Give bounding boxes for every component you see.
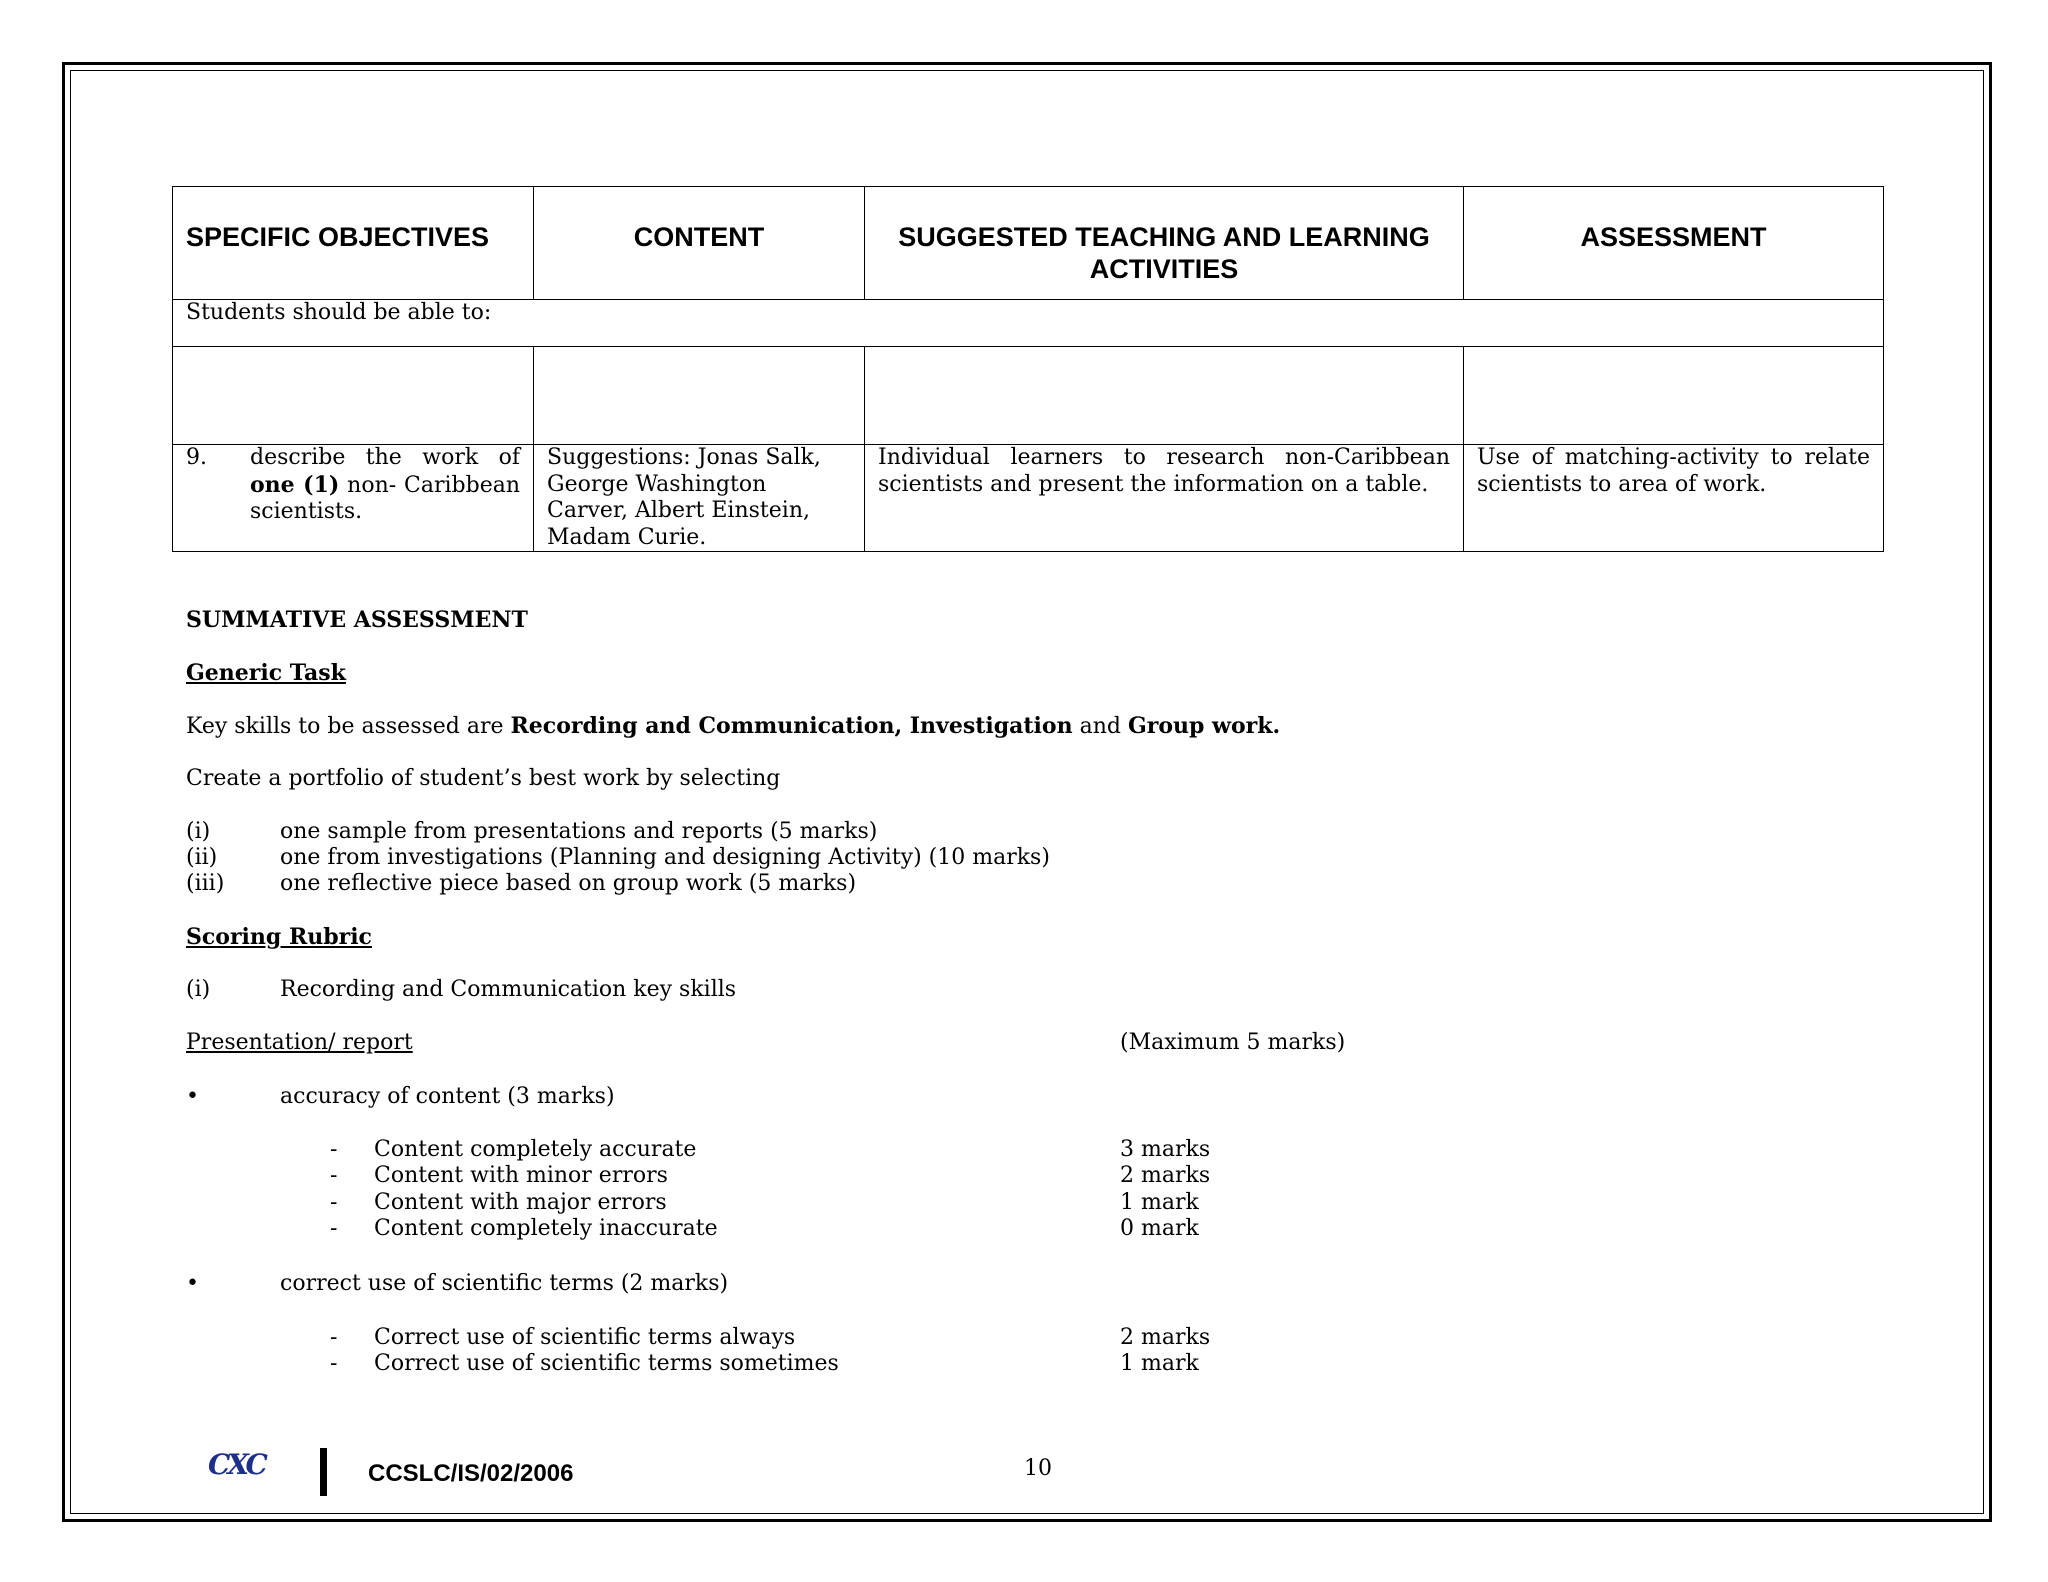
list-item-num: (i) [186, 819, 211, 844]
rubric-row-marks: 2 marks [1120, 1163, 1211, 1188]
table-row [173, 445, 1884, 552]
list-item-num: (ii) [186, 845, 218, 870]
bullet-icon: • [186, 1084, 199, 1109]
blank-cell [1464, 347, 1884, 445]
bullet-icon: • [186, 1271, 199, 1296]
rubric-row-marks: 3 marks [1120, 1137, 1211, 1162]
intro-text: Students should be able to: [173, 300, 1884, 347]
list-item: one from investigations (Planning and designing Activity) (10 marks) [280, 845, 1050, 870]
assessment-cell: Use of matching-activity to relate scientists to area of work. [1464, 445, 1884, 552]
dash-icon: - [330, 1137, 338, 1162]
key-skills-text: Key skills to be assessed are Recording and Communication, Investigation and Group work. [186, 713, 1281, 739]
footer-divider [320, 1448, 327, 1496]
rubric-row-marks: 1 mark [1120, 1351, 1199, 1376]
rubric-item-num: (i) [186, 977, 211, 1002]
rubric-row-text: Content completely accurate [374, 1137, 697, 1162]
header-activities: SUGGESTED TEACHING AND LEARNING ACTIVITIES [865, 187, 1464, 300]
rubric-row-marks: 2 marks [1120, 1325, 1211, 1350]
rubric-row-text: Correct use of scientific terms always [374, 1325, 796, 1350]
header-specific-objectives: SPECIFIC OBJECTIVES [173, 187, 534, 300]
objective-text: describe the work of one (1) non- Caribbean scientists. [250, 445, 520, 524]
intro-row [173, 300, 1884, 347]
dash-icon: - [330, 1190, 338, 1215]
rubric-item-text: Recording and Communication key skills [280, 977, 737, 1002]
rubric-row-marks: 1 mark [1120, 1190, 1199, 1215]
list-item: one reflective piece based on group work (5 marks) [280, 871, 857, 896]
presentation-label: Presentation/ report [186, 1030, 413, 1055]
page-number: 10 [1024, 1456, 1052, 1481]
header-assessment: ASSESSMENT [1464, 187, 1884, 300]
dash-icon: - [330, 1163, 338, 1188]
summative-heading: SUMMATIVE ASSESSMENT [186, 607, 528, 633]
scoring-rubric-heading: Scoring Rubric [186, 924, 372, 950]
dash-icon: - [330, 1216, 338, 1241]
cxc-logo: CXC [208, 1448, 265, 1481]
blank-cell [534, 347, 865, 445]
objective-cell [173, 445, 534, 552]
header-content: CONTENT [534, 187, 865, 300]
dash-icon: - [330, 1351, 338, 1376]
rubric-row-text: Correct use of scientific terms sometimes [374, 1351, 839, 1376]
dash-icon: - [330, 1325, 338, 1350]
list-item: one sample from presentations and reports (5 marks) [280, 819, 878, 844]
rubric-row-text: Content with major errors [374, 1190, 667, 1215]
bullet-text: correct use of scientific terms (2 marks) [280, 1271, 729, 1296]
rubric-row-marks: 0 mark [1120, 1216, 1199, 1241]
blank-row [173, 347, 1884, 445]
table-header-row [173, 187, 1884, 300]
rubric-row-text: Content with minor errors [374, 1163, 668, 1188]
objectives-table [172, 186, 1884, 552]
presentation-max: (Maximum 5 marks) [1120, 1030, 1346, 1055]
bullet-text: accuracy of content (3 marks) [280, 1084, 615, 1109]
activities-cell: Individual learners to research non-Caribbean scientists and present the information on a table. [865, 445, 1464, 552]
objective-number: 9. [186, 445, 207, 470]
content-cell: Suggestions: Jonas Salk, George Washington Carver, Albert Einstein, Madam Curie. [534, 445, 865, 552]
generic-task-heading: Generic Task [186, 660, 346, 686]
blank-cell [865, 347, 1464, 445]
rubric-row-text: Content completely inaccurate [374, 1216, 718, 1241]
document-code: CCSLC/IS/02/2006 [368, 1460, 574, 1487]
list-item-num: (iii) [186, 871, 225, 896]
portfolio-text: Create a portfolio of student’s best work by selecting [186, 766, 781, 791]
blank-cell [173, 347, 534, 445]
